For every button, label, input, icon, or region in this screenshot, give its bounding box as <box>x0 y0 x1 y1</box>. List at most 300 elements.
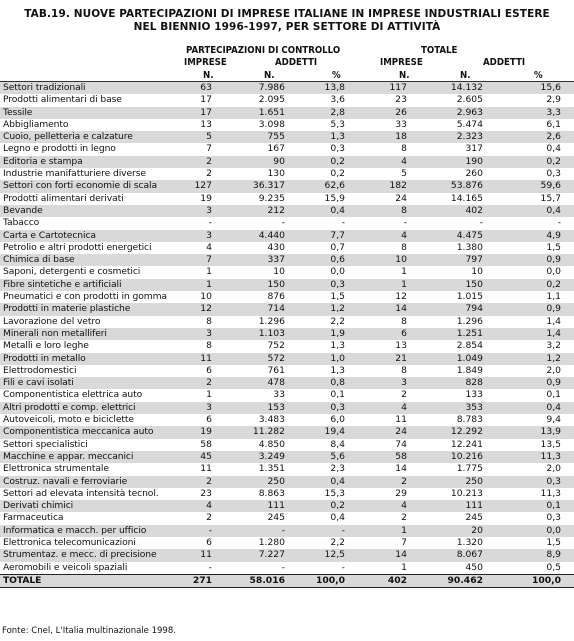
row-pad <box>561 340 574 352</box>
cell-c: 13,8 <box>285 82 345 94</box>
row-pad <box>561 500 574 512</box>
table-row <box>0 500 574 512</box>
cell-c: 15,3 <box>324 487 345 499</box>
cell-b: 130 <box>267 168 285 180</box>
cell-d: 4 <box>345 402 407 414</box>
cell-c: 1,5 <box>330 291 345 303</box>
cell-f: 6,1 <box>546 118 561 130</box>
cell-e: 317 <box>465 143 483 155</box>
cell-b: 33 <box>273 389 285 401</box>
cell-c: 62,6 <box>285 180 345 192</box>
cell-e: 150 <box>407 279 483 291</box>
cell-f: 2,9 <box>546 94 561 106</box>
row-pad <box>561 402 574 414</box>
cell-b: 478 <box>212 377 285 389</box>
cell-e: 1.380 <box>456 241 483 253</box>
cell-f: 13,5 <box>540 438 561 450</box>
cell-e: 133 <box>465 389 483 401</box>
cell-d: 24 <box>395 192 407 204</box>
cell-f: 1,5 <box>546 536 561 548</box>
cell-b: 7.227 <box>212 549 285 561</box>
cell-a: 8 <box>206 340 212 352</box>
cell-c: 0,3 <box>330 143 345 155</box>
row-pad <box>561 451 574 463</box>
table-row <box>0 279 574 291</box>
cell-a: 19 <box>178 426 212 438</box>
cell-b: 752 <box>267 340 285 352</box>
cell-a: - <box>178 525 212 537</box>
cell-c: 0,6 <box>285 254 345 266</box>
cell-e: 5.474 <box>456 118 483 130</box>
cell-a: 2 <box>206 512 212 524</box>
cell-b: 58.016 <box>212 574 285 587</box>
cell-d: 182 <box>345 180 407 192</box>
cell-a: - <box>208 561 212 573</box>
cell-d: 1 <box>401 266 407 278</box>
header-group-controllo: PARTECIPAZIONI DI CONTROLLO <box>186 45 341 56</box>
cell-e: 4.475 <box>407 230 483 242</box>
row-label: Saponi, detergenti e cosmetici <box>3 266 141 278</box>
cell-d: 10 <box>345 254 407 266</box>
row-label: Editoria e stampa <box>0 156 178 168</box>
table-row <box>0 365 574 377</box>
cell-c: - <box>341 561 345 573</box>
cell-e: 1.049 <box>407 353 483 365</box>
cell-c: 0,7 <box>330 241 345 253</box>
cell-e: 10 <box>471 266 483 278</box>
cell-e: 14.165 <box>450 192 483 204</box>
cell-d: 18 <box>345 131 407 143</box>
cell-f: 11,3 <box>483 451 561 463</box>
cell-e: 8.783 <box>456 414 483 426</box>
cell-c: 8,4 <box>330 438 345 450</box>
table-row <box>0 439 574 451</box>
cell-e: 353 <box>407 402 483 414</box>
cell-f: 0,4 <box>546 143 561 155</box>
cell-a: 5 <box>178 131 212 143</box>
cell-b: - <box>281 561 285 573</box>
header-addetti-1: ADDETTI <box>275 57 318 68</box>
row-pad <box>561 291 574 303</box>
table-row <box>0 168 574 180</box>
cell-a: 127 <box>178 180 212 192</box>
cell-c: 1,2 <box>285 303 345 315</box>
header-n-4: N. <box>460 70 471 81</box>
cell-e: 12.241 <box>450 438 483 450</box>
table-row <box>0 291 574 303</box>
row-pad <box>561 525 574 537</box>
header-n-1: N. <box>203 70 214 81</box>
row-label: Elettrodomestici <box>3 364 77 376</box>
cell-e: 53.876 <box>407 180 483 192</box>
cell-f: 0,5 <box>546 561 561 573</box>
cell-d: 14 <box>345 549 407 561</box>
cell-a: 2 <box>178 476 212 488</box>
cell-a: 2 <box>206 168 212 180</box>
row-pad <box>561 94 574 106</box>
cell-e: 797 <box>407 254 483 266</box>
data-table <box>0 82 574 588</box>
header-addetti-2: ADDETTI <box>483 57 526 68</box>
cell-b: 4.850 <box>258 438 285 450</box>
table-row <box>0 303 574 315</box>
row-pad <box>561 168 574 180</box>
row-label: Prodotti in metallo <box>0 353 178 365</box>
cell-d: 58 <box>345 451 407 463</box>
row-label: Tabacco <box>3 217 40 229</box>
cell-e: 450 <box>465 561 483 573</box>
cell-f: - <box>557 217 561 229</box>
row-pad <box>561 143 574 155</box>
row-label: Settori tradizionali <box>0 82 178 94</box>
cell-d: 4 <box>345 230 407 242</box>
row-pad <box>561 377 574 389</box>
row-label: Petrolio e altri prodotti energetici <box>3 241 152 253</box>
row-label: Tessile <box>0 107 178 119</box>
cell-c: 12,5 <box>285 549 345 561</box>
cell-a: 13 <box>200 118 212 130</box>
row-label: Cuoio, pelletteria e calzature <box>0 131 178 143</box>
table-row <box>0 266 574 278</box>
cell-a: 23 <box>200 487 212 499</box>
cell-c: 1,3 <box>330 364 345 376</box>
table-row <box>0 242 574 254</box>
cell-b: 11.282 <box>212 426 285 438</box>
cell-a: 2 <box>178 156 212 168</box>
row-label: Autoveicoli, moto e biciclette <box>3 414 134 426</box>
row-pad <box>561 82 574 94</box>
cell-f: 1,5 <box>546 241 561 253</box>
row-label: Informatica e macch. per ufficio <box>0 525 178 537</box>
table-row <box>0 562 574 575</box>
header-pct-1: % <box>332 70 341 81</box>
cell-d: 1 <box>345 525 407 537</box>
cell-e: 1.849 <box>456 364 483 376</box>
cell-f: 1,1 <box>546 291 561 303</box>
cell-c: 5,3 <box>330 118 345 130</box>
cell-d: 117 <box>345 82 407 94</box>
cell-c: 0,2 <box>285 500 345 512</box>
cell-d: 24 <box>345 426 407 438</box>
cell-d: 14 <box>395 463 407 475</box>
row-label: Minerali non metalliferi <box>0 328 178 340</box>
row-pad <box>561 439 574 451</box>
cell-d: 74 <box>395 438 407 450</box>
row-label: Fibre sintetiche e artificiali <box>0 279 178 291</box>
cell-f: 8,9 <box>483 549 561 561</box>
row-label: Settori ad elevata intensità tecnol. <box>3 487 159 499</box>
cell-b: 212 <box>212 205 285 217</box>
cell-b: 4.440 <box>212 230 285 242</box>
cell-f: 59,6 <box>483 180 561 192</box>
cell-a: 7 <box>206 143 212 155</box>
row-label: Farmaceutica <box>3 512 64 524</box>
row-label: Aeromobili e veicoli spaziali <box>3 561 128 573</box>
table-row <box>0 414 574 426</box>
row-label: Settori con forti economie di scala <box>0 180 178 192</box>
table-row <box>0 316 574 328</box>
header-pct-2: % <box>534 70 543 81</box>
cell-c: 0,4 <box>330 512 345 524</box>
row-pad <box>561 119 574 131</box>
table-row <box>0 353 574 365</box>
cell-d: 29 <box>395 487 407 499</box>
header-imprese-1: IMPRESE <box>184 57 227 68</box>
row-label: Lavorazione del vetro <box>3 315 101 327</box>
row-pad <box>561 131 574 143</box>
cell-e: - <box>479 217 483 229</box>
cell-a: 19 <box>200 192 212 204</box>
cell-b: 3.483 <box>258 414 285 426</box>
cell-e: 90.462 <box>407 574 483 587</box>
cell-a: 1 <box>206 266 212 278</box>
cell-d: 6 <box>345 328 407 340</box>
cell-b: 36.317 <box>212 180 285 192</box>
row-label: Derivati chimici <box>0 500 178 512</box>
cell-f: 11,3 <box>540 487 561 499</box>
cell-a: 11 <box>178 353 212 365</box>
cell-f: 0,9 <box>483 303 561 315</box>
cell-b: 8.863 <box>258 487 285 499</box>
cell-d: 8 <box>401 315 407 327</box>
row-label: Altri prodotti e comp. elettrici <box>0 402 178 414</box>
cell-c: 0,2 <box>285 156 345 168</box>
cell-a: 271 <box>178 574 212 587</box>
row-pad <box>561 205 574 217</box>
cell-c: 2,2 <box>330 536 345 548</box>
table-row <box>0 119 574 131</box>
row-pad <box>561 279 574 291</box>
cell-f: 0,3 <box>483 476 561 488</box>
cell-b: 250 <box>212 476 285 488</box>
cell-c: 5,6 <box>285 451 345 463</box>
title-line-1: TAB.19. NUOVE PARTECIPAZIONI DI IMPRESE ITALIANE IN IMPRESE INDUSTRIALI ESTERE <box>24 8 550 20</box>
table-row <box>0 94 574 106</box>
table-row <box>0 451 574 463</box>
cell-e: 1.775 <box>456 463 483 475</box>
cell-f: 0,0 <box>483 525 561 537</box>
table-row <box>0 217 574 229</box>
cell-f: 0,9 <box>483 377 561 389</box>
cell-a: 12 <box>178 303 212 315</box>
row-label: Pneumatici e con prodotti in gomma <box>3 291 167 303</box>
cell-a: 6 <box>206 414 212 426</box>
row-label: Bevande <box>0 205 178 217</box>
cell-b: 90 <box>212 156 285 168</box>
cell-e: 10.213 <box>450 487 483 499</box>
cell-b: 714 <box>212 303 285 315</box>
row-pad <box>561 316 574 328</box>
cell-f: 0,2 <box>483 279 561 291</box>
cell-a: - <box>208 217 212 229</box>
cell-d: 4 <box>345 156 407 168</box>
row-pad <box>561 242 574 254</box>
cell-d: 2 <box>345 476 407 488</box>
row-label: Carta e Cartotecnica <box>0 230 178 242</box>
cell-c: 0,8 <box>285 377 345 389</box>
row-pad <box>561 266 574 278</box>
table-row <box>0 476 574 488</box>
total-row <box>0 574 574 587</box>
row-pad <box>561 156 574 168</box>
cell-a: 6 <box>206 364 212 376</box>
row-pad <box>561 488 574 500</box>
table-row <box>0 488 574 500</box>
cell-c: 0,3 <box>285 279 345 291</box>
cell-f: 0,0 <box>546 266 561 278</box>
cell-d: 1 <box>401 561 407 573</box>
cell-d: 8 <box>401 364 407 376</box>
cell-a: 10 <box>200 291 212 303</box>
row-pad <box>561 574 574 587</box>
row-label: Macchine e appar. meccanici <box>0 451 178 463</box>
row-label: Elettronica strumentale <box>3 463 109 475</box>
cell-a: 63 <box>178 82 212 94</box>
cell-b: 10 <box>273 266 285 278</box>
row-pad <box>561 414 574 426</box>
row-label: Metalli e loro leghe <box>3 340 89 352</box>
row-label: Componentistica elettrica auto <box>3 389 143 401</box>
cell-c: 1,0 <box>285 353 345 365</box>
table-row <box>0 205 574 217</box>
table-row <box>0 389 574 401</box>
cell-a: 58 <box>200 438 212 450</box>
cell-f: 4,9 <box>483 230 561 242</box>
cell-f: 13,9 <box>483 426 561 438</box>
cell-b: 1.280 <box>258 536 285 548</box>
cell-c: 0,4 <box>285 476 345 488</box>
cell-e: 111 <box>407 500 483 512</box>
cell-b: 3.098 <box>258 118 285 130</box>
cell-d: 11 <box>395 414 407 426</box>
table-row <box>0 463 574 475</box>
cell-b: 2.095 <box>258 94 285 106</box>
cell-c: 3,6 <box>330 94 345 106</box>
table-row <box>0 549 574 561</box>
cell-c: 15,9 <box>324 192 345 204</box>
cell-e: 2.963 <box>407 107 483 119</box>
cell-f: 9,4 <box>546 414 561 426</box>
table-row <box>0 193 574 205</box>
table-title <box>0 8 574 34</box>
cell-b: 337 <box>212 254 285 266</box>
cell-a: 1 <box>206 389 212 401</box>
cell-d: 1 <box>345 279 407 291</box>
cell-a: 2 <box>178 377 212 389</box>
table-row <box>0 254 574 266</box>
cell-b: 572 <box>212 353 285 365</box>
cell-e: 12.292 <box>407 426 483 438</box>
cell-d: 402 <box>345 574 407 587</box>
cell-f: 2,0 <box>546 463 561 475</box>
cell-f: 1,4 <box>546 315 561 327</box>
cell-e: 245 <box>465 512 483 524</box>
row-label: Componentistica meccanica auto <box>0 426 178 438</box>
cell-e: 1.015 <box>456 291 483 303</box>
cell-b: 1.296 <box>258 315 285 327</box>
cell-e: 190 <box>407 156 483 168</box>
cell-c: - <box>285 525 345 537</box>
cell-b: 1.103 <box>212 328 285 340</box>
cell-d: 8 <box>401 143 407 155</box>
cell-e: 402 <box>407 205 483 217</box>
cell-f: 0,4 <box>483 402 561 414</box>
cell-d: 23 <box>395 94 407 106</box>
row-pad <box>561 193 574 205</box>
cell-a: 17 <box>200 94 212 106</box>
table-row <box>0 426 574 438</box>
cell-d: 2 <box>401 389 407 401</box>
cell-a: 4 <box>206 241 212 253</box>
row-pad <box>561 328 574 340</box>
cell-c: 19,4 <box>285 426 345 438</box>
cell-e: 1.296 <box>456 315 483 327</box>
cell-c: 1,9 <box>285 328 345 340</box>
row-pad <box>561 426 574 438</box>
table-row <box>0 328 574 340</box>
cell-e: 250 <box>407 476 483 488</box>
cell-e: 1.320 <box>456 536 483 548</box>
cell-e: 260 <box>465 168 483 180</box>
cell-d: 14 <box>345 303 407 315</box>
row-label: Prodotti in materie plastiche <box>0 303 178 315</box>
cell-b: 167 <box>267 143 285 155</box>
cell-c: 0,4 <box>285 205 345 217</box>
cell-d: 5 <box>401 168 407 180</box>
cell-e: 794 <box>407 303 483 315</box>
cell-c: 6,0 <box>330 414 345 426</box>
cell-a: 3 <box>178 402 212 414</box>
row-pad <box>561 512 574 524</box>
row-label: Chimica di base <box>0 254 178 266</box>
row-pad <box>561 389 574 401</box>
table-row <box>0 377 574 389</box>
cell-c: 2,3 <box>330 463 345 475</box>
header-n-2: N. <box>264 70 275 81</box>
row-pad <box>561 254 574 266</box>
row-pad <box>561 230 574 242</box>
cell-c: 2,2 <box>330 315 345 327</box>
cell-a: 11 <box>178 549 212 561</box>
cell-f: 2,6 <box>483 131 561 143</box>
cell-b: 3.249 <box>212 451 285 463</box>
cell-d: 8 <box>401 241 407 253</box>
header-n-3: N. <box>399 70 410 81</box>
header-group-totale: TOTALE <box>421 45 458 56</box>
cell-b: 430 <box>267 241 285 253</box>
cell-f: 100,0 <box>483 574 561 587</box>
cell-b: 245 <box>267 512 285 524</box>
cell-a: 1 <box>178 279 212 291</box>
cell-f: 15,7 <box>540 192 561 204</box>
cell-f: 3,2 <box>546 340 561 352</box>
cell-a: 17 <box>178 107 212 119</box>
row-label: Fili e cavi isolati <box>0 377 178 389</box>
row-label: Industrie manifatturiere diverse <box>3 168 146 180</box>
row-pad <box>561 107 574 119</box>
row-pad <box>561 353 574 365</box>
table-row <box>0 107 574 119</box>
cell-f: 0,1 <box>546 389 561 401</box>
cell-a: 11 <box>200 463 212 475</box>
cell-a: 3 <box>178 230 212 242</box>
row-pad <box>561 537 574 549</box>
cell-e: 20 <box>407 525 483 537</box>
table-row <box>0 525 574 537</box>
cell-a: 8 <box>206 315 212 327</box>
cell-f: 0,3 <box>546 168 561 180</box>
cell-e: 828 <box>407 377 483 389</box>
